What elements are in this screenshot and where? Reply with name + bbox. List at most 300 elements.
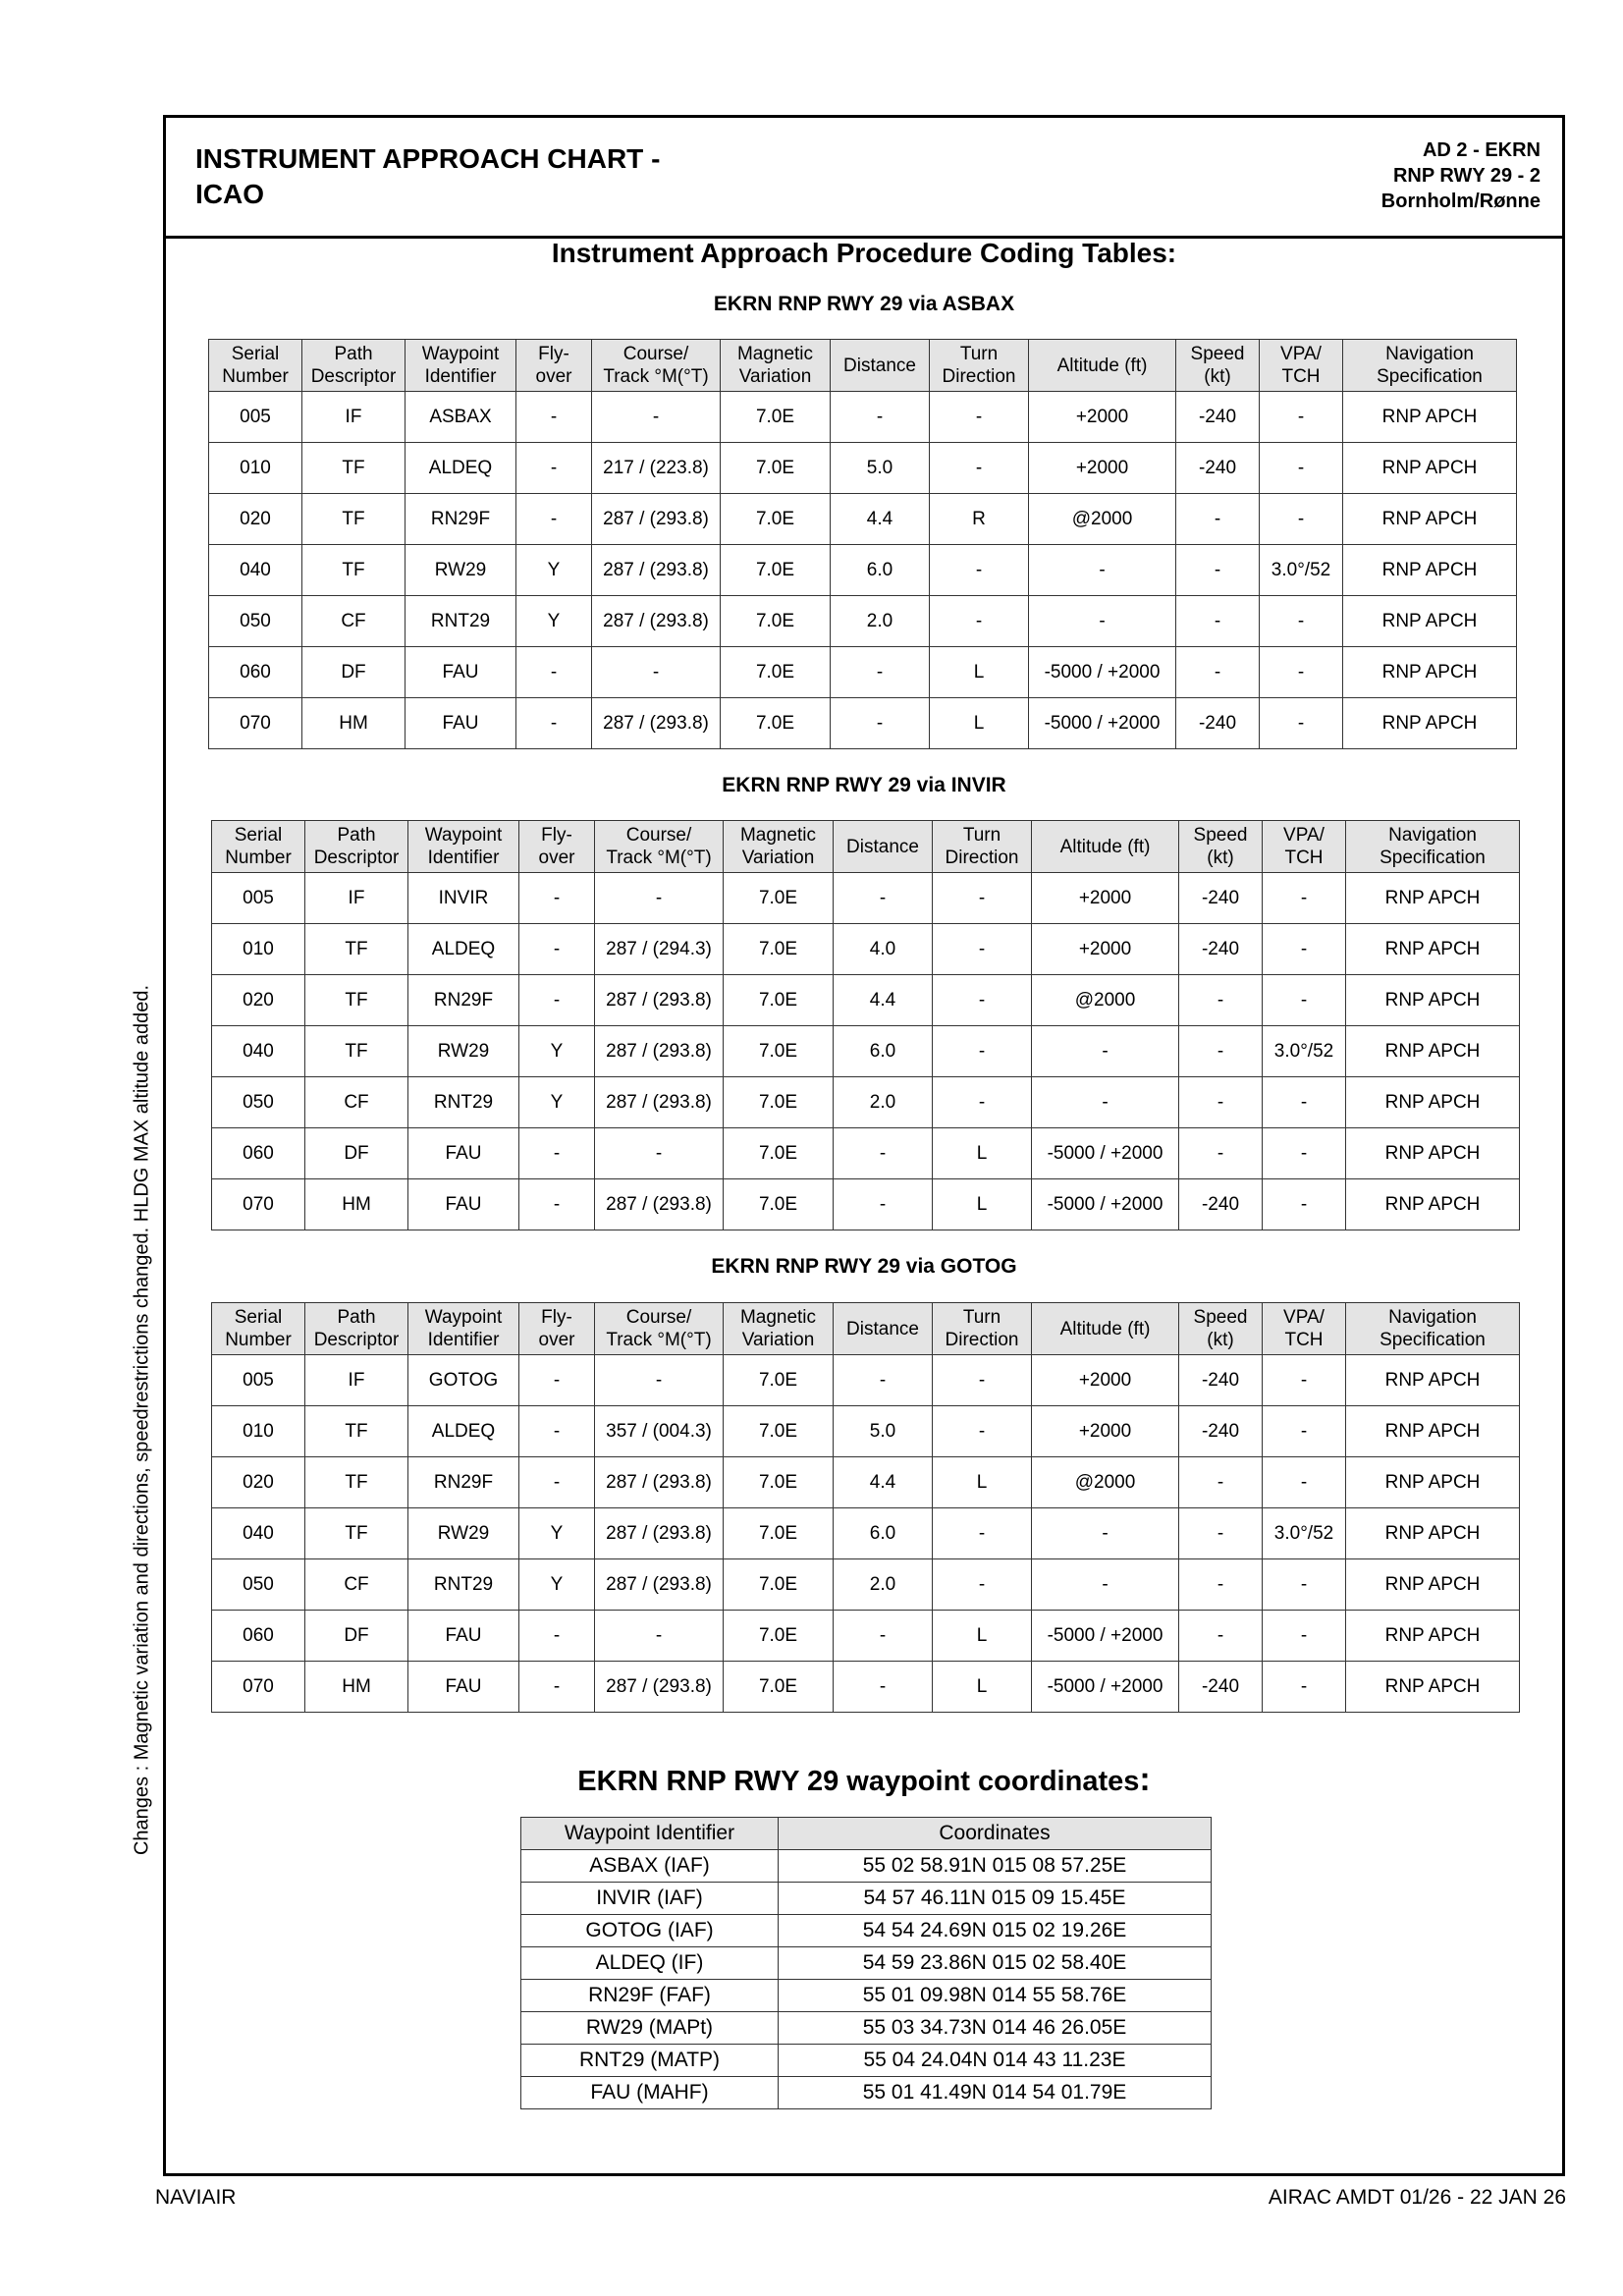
table-row [209,494,1517,545]
cell-course-track: 287 / (293.8) [595,1077,724,1128]
coordinates-row [521,2012,1212,2045]
column-header-line1: Waypoint [421,344,500,364]
cell-fly-over: - [519,1457,595,1508]
cell-course-track: 287 / (293.8) [592,698,721,749]
cell-speed: -240 [1176,443,1260,494]
column-header-line2: over [538,847,575,868]
cell-vpa-tch: 3.0°/52 [1263,1508,1346,1559]
table-row [212,1508,1520,1559]
column-header-line2: Identifier [427,847,500,868]
cell-magnetic-variation: 7.0E [724,975,834,1026]
table-row [209,443,1517,494]
column-header-turn-direction [933,821,1032,873]
cell-waypoint-identifier: RW29 [408,1026,519,1077]
cell-course-track: 287 / (293.8) [595,1559,724,1611]
cell-path-descriptor: IF [305,1355,408,1406]
cell-speed: - [1176,647,1260,698]
cell-turn-direction: - [933,1559,1032,1611]
column-header-line2: Variation [741,1330,815,1350]
column-header-line1: Waypoint [424,1307,503,1328]
table-row [212,1406,1520,1457]
cell-path-descriptor: CF [305,1077,408,1128]
cell-distance: - [834,1128,933,1179]
coding-table-asbax [208,339,1517,749]
cell-vpa-tch: - [1263,1611,1346,1662]
column-header-course-track [595,821,724,873]
cell-magnetic-variation: 7.0E [721,392,831,443]
coordinates-cell-waypoint: INVIR (IAF) [521,1883,779,1915]
cell-waypoint-identifier: INVIR [408,873,519,924]
cell-distance: - [834,1611,933,1662]
coordinates-cell-coordinates: 55 01 09.98N 014 55 58.76E [779,1980,1212,2012]
column-header-line1: Turn [962,1307,1001,1328]
cell-speed: - [1179,975,1263,1026]
column-header-line2: TCH [1284,1330,1324,1350]
cell-navigation-specification: RNP APCH [1346,873,1520,924]
cell-course-track: - [595,1128,724,1179]
cell-vpa-tch: - [1260,443,1343,494]
cell-course-track: 287 / (293.8) [595,1457,724,1508]
cell-turn-direction: - [930,596,1029,647]
column-header-vpa-tch [1260,340,1343,392]
cell-course-track: 287 / (293.8) [592,596,721,647]
column-header-line1: VPA/ [1283,825,1325,846]
cell-speed: -240 [1179,873,1263,924]
coordinates-cell-waypoint: FAU (MAHF) [521,2077,779,2109]
cell-path-descriptor: IF [302,392,406,443]
coordinates-row [521,1883,1212,1915]
cell-vpa-tch: - [1263,975,1346,1026]
cell-vpa-tch: - [1263,1559,1346,1611]
column-header-vpa-tch [1263,821,1346,873]
column-header-line1: Speed [1190,344,1245,364]
cell-speed: - [1179,1077,1263,1128]
cell-fly-over: - [519,1611,595,1662]
cell-distance: 4.4 [834,1457,933,1508]
cell-speed: -240 [1179,1406,1263,1457]
cell-speed: -240 [1179,924,1263,975]
cell-altitude: - [1032,1508,1179,1559]
cell-speed: - [1176,545,1260,596]
column-header-line2: Descriptor [310,366,397,387]
column-header-path-descriptor [305,1303,408,1355]
cell-waypoint-identifier: ALDEQ [408,924,519,975]
coordinates-row [521,2045,1212,2077]
cell-course-track: 287 / (293.8) [595,1508,724,1559]
cell-speed: -240 [1176,698,1260,749]
cell-serial-number: 005 [212,873,305,924]
coordinates-cell-waypoint: RNT29 (MATP) [521,2045,779,2077]
column-header-line1: Fly- [541,1307,572,1328]
column-header-line2: Specification [1380,1330,1486,1350]
table-row [212,1559,1520,1611]
column-header-line1: Altitude (ft) [1059,836,1151,857]
cell-vpa-tch: - [1263,873,1346,924]
column-header-magnetic-variation [724,1303,834,1355]
cell-magnetic-variation: 7.0E [721,698,831,749]
cell-magnetic-variation: 7.0E [721,443,831,494]
cell-altitude: - [1029,545,1176,596]
cell-navigation-specification: RNP APCH [1346,975,1520,1026]
cell-speed: -240 [1179,1179,1263,1230]
cell-turn-direction: L [933,1128,1032,1179]
cell-navigation-specification: RNP APCH [1343,443,1517,494]
cell-turn-direction: L [933,1662,1032,1713]
coordinates-row [521,1850,1212,1883]
column-header-waypoint-identifier [408,821,519,873]
cell-waypoint-identifier: FAU [408,1611,519,1662]
cell-course-track: 287 / (293.8) [595,1662,724,1713]
cell-magnetic-variation: 7.0E [724,1026,834,1077]
cell-navigation-specification: RNP APCH [1343,596,1517,647]
column-header-waypoint-identifier [406,340,516,392]
column-header-line1: Distance [846,836,919,857]
header-row [209,340,1517,392]
column-header-line2: Descriptor [313,847,400,868]
coordinates-cell-coordinates: 55 01 41.49N 014 54 01.79E [779,2077,1212,2109]
cell-distance: 4.0 [834,924,933,975]
column-header-line2: Number [225,847,292,868]
table-row [212,1457,1520,1508]
coordinates-cell-coordinates: 54 57 46.11N 015 09 15.45E [779,1883,1212,1915]
cell-turn-direction: - [930,443,1029,494]
cell-path-descriptor: TF [305,1406,408,1457]
cell-magnetic-variation: 7.0E [724,1077,834,1128]
coordinates-cell-coordinates: 54 54 24.69N 015 02 19.26E [779,1915,1212,1947]
table-row [209,698,1517,749]
column-header-magnetic-variation [721,340,831,392]
cell-serial-number: 070 [209,698,302,749]
table-row [209,392,1517,443]
column-header-line1: Serial [234,1307,283,1328]
cell-speed: - [1179,1128,1263,1179]
cell-turn-direction: L [933,1179,1032,1230]
table-row [209,545,1517,596]
cell-waypoint-identifier: FAU [406,647,516,698]
column-header-line2: Direction [945,1330,1019,1350]
column-header-distance [831,340,930,392]
cell-speed: - [1179,1508,1263,1559]
cell-waypoint-identifier: ALDEQ [408,1406,519,1457]
cell-speed: - [1176,494,1260,545]
cell-serial-number: 020 [212,975,305,1026]
cell-altitude: @2000 [1032,975,1179,1026]
cell-altitude: -5000 / +2000 [1029,647,1176,698]
column-header-line1: Serial [234,825,283,846]
column-header-speed [1179,821,1263,873]
column-header-altitude [1029,340,1176,392]
cell-fly-over: - [519,873,595,924]
cell-serial-number: 010 [209,443,302,494]
column-header-line2: (kt) [1204,366,1231,387]
cell-waypoint-identifier: FAU [408,1128,519,1179]
column-header-line1: Altitude (ft) [1059,1318,1151,1339]
table-row [212,1179,1520,1230]
cell-turn-direction: L [930,698,1029,749]
coordinates-cell-waypoint: RW29 (MAPt) [521,2012,779,2045]
cell-fly-over: - [516,392,592,443]
cell-altitude: -5000 / +2000 [1032,1611,1179,1662]
column-header-line1: Speed [1193,825,1248,846]
column-header-line1: Path [337,825,376,846]
cell-magnetic-variation: 7.0E [724,1179,834,1230]
coordinates-header-row [521,1818,1212,1850]
cell-navigation-specification: RNP APCH [1346,1128,1520,1179]
table-title-invir: EKRN RNP RWY 29 via INVIR [722,774,1006,796]
cell-distance: - [831,392,930,443]
cell-altitude: - [1032,1559,1179,1611]
coordinates-cell-coordinates: 54 59 23.86N 015 02 58.40E [779,1947,1212,1980]
cell-vpa-tch: - [1263,1406,1346,1457]
cell-fly-over: Y [519,1077,595,1128]
column-header-distance [834,1303,933,1355]
cell-course-track: - [592,392,721,443]
footer-publisher: NAVIAIR [155,2186,237,2209]
cell-speed: -240 [1179,1662,1263,1713]
cell-navigation-specification: RNP APCH [1346,1179,1520,1230]
column-header-line1: Speed [1193,1307,1248,1328]
cell-magnetic-variation: 7.0E [724,873,834,924]
cell-serial-number: 040 [212,1508,305,1559]
cell-vpa-tch: - [1263,1457,1346,1508]
cell-turn-direction: - [930,545,1029,596]
cell-altitude: -5000 / +2000 [1029,698,1176,749]
cell-navigation-specification: RNP APCH [1343,545,1517,596]
cell-vpa-tch: - [1260,698,1343,749]
cell-waypoint-identifier: RW29 [406,545,516,596]
cell-fly-over: - [519,1662,595,1713]
table-row [212,1026,1520,1077]
cell-speed: - [1176,596,1260,647]
column-header-line1: Magnetic [739,1307,817,1328]
cell-turn-direction: L [933,1457,1032,1508]
cell-waypoint-identifier: RNT29 [408,1077,519,1128]
column-header-line1: Serial [231,344,280,364]
column-header-speed [1179,1303,1263,1355]
cell-magnetic-variation: 7.0E [721,647,831,698]
column-header-serial-number [209,340,302,392]
coordinates-header-waypoint: Waypoint Identifier [521,1818,779,1850]
cell-course-track: 287 / (293.8) [595,975,724,1026]
cell-serial-number: 050 [212,1559,305,1611]
chart-title-line1: INSTRUMENT APPROACH CHART - [195,143,661,174]
cell-waypoint-identifier: RN29F [406,494,516,545]
column-header-line2: Direction [945,847,1019,868]
cell-speed: -240 [1179,1355,1263,1406]
cell-altitude: +2000 [1032,873,1179,924]
cell-vpa-tch: - [1263,924,1346,975]
cell-path-descriptor: DF [305,1611,408,1662]
cell-navigation-specification: RNP APCH [1343,698,1517,749]
coordinates-title-colon: : [1139,1761,1151,1798]
cell-distance: - [834,1179,933,1230]
cell-distance: 6.0 [834,1508,933,1559]
coordinates-cell-coordinates: 55 02 58.91N 015 08 57.25E [779,1850,1212,1883]
column-header-line1: Navigation [1388,1307,1477,1328]
cell-navigation-specification: RNP APCH [1346,1611,1520,1662]
cell-navigation-specification: RNP APCH [1346,1508,1520,1559]
cell-magnetic-variation: 7.0E [724,1508,834,1559]
cell-waypoint-identifier: RNT29 [408,1559,519,1611]
cell-magnetic-variation: 7.0E [724,1662,834,1713]
cell-path-descriptor: TF [305,1457,408,1508]
column-header-waypoint-identifier [408,1303,519,1355]
column-header-line1: Turn [959,344,999,364]
cell-vpa-tch: - [1263,1662,1346,1713]
coordinates-cell-waypoint: ALDEQ (IF) [521,1947,779,1980]
table-row [212,1077,1520,1128]
coordinates-title-text: EKRN RNP RWY 29 waypoint coordinates [577,1766,1140,1797]
cell-path-descriptor: HM [302,698,406,749]
chart-title [195,141,660,212]
table-row [212,1611,1520,1662]
cell-path-descriptor: CF [302,596,406,647]
column-header-line1: Path [337,1307,376,1328]
column-header-turn-direction [933,1303,1032,1355]
table-row [209,596,1517,647]
cell-waypoint-identifier: ALDEQ [406,443,516,494]
coding-table-gotog [211,1302,1520,1713]
column-header-line2: Track °M(°T) [606,847,712,868]
cell-distance: - [834,1355,933,1406]
cell-waypoint-identifier: RNT29 [406,596,516,647]
cell-waypoint-identifier: FAU [406,698,516,749]
cell-speed: - [1179,1026,1263,1077]
cell-path-descriptor: TF [305,924,408,975]
column-header-vpa-tch [1263,1303,1346,1355]
header-row [212,821,1520,873]
column-header-line1: Path [334,344,373,364]
cell-navigation-specification: RNP APCH [1343,647,1517,698]
cell-serial-number: 040 [209,545,302,596]
column-header-line1: Altitude (ft) [1056,355,1148,376]
chart-reference [1381,137,1541,214]
cell-distance: 5.0 [834,1406,933,1457]
cell-navigation-specification: RNP APCH [1346,1077,1520,1128]
cell-magnetic-variation: 7.0E [724,1611,834,1662]
table-row [212,1355,1520,1406]
column-header-magnetic-variation [724,821,834,873]
column-header-line2: Variation [741,847,815,868]
table-row [212,924,1520,975]
column-header-line2: TCH [1284,847,1324,868]
column-header-line1: VPA/ [1280,344,1322,364]
changes-note: Changes : Magnetic variation and directions, speedrestrictions changed. HLDG MAX altitude added. [131,984,153,1856]
cell-distance: - [834,1662,933,1713]
column-header-line1: Navigation [1385,344,1474,364]
cell-course-track: - [592,647,721,698]
column-header-line2: (kt) [1207,847,1234,868]
cell-navigation-specification: RNP APCH [1346,1662,1520,1713]
cell-turn-direction: L [933,1611,1032,1662]
coordinates-row [521,2077,1212,2109]
column-header-altitude [1032,1303,1179,1355]
cell-fly-over: Y [519,1508,595,1559]
cell-altitude: +2000 [1032,1355,1179,1406]
cell-path-descriptor: TF [305,1026,408,1077]
cell-path-descriptor: DF [302,647,406,698]
column-header-line1: Fly- [538,344,569,364]
coordinates-header-coordinates: Coordinates [779,1818,1212,1850]
cell-altitude: -5000 / +2000 [1032,1128,1179,1179]
chart-frame [163,115,1565,2176]
cell-turn-direction: - [933,1508,1032,1559]
cell-fly-over: - [519,1355,595,1406]
coordinates-cell-coordinates: 55 03 34.73N 014 46 26.05E [779,2012,1212,2045]
cell-magnetic-variation: 7.0E [721,596,831,647]
column-header-line1: Turn [962,825,1001,846]
cell-navigation-specification: RNP APCH [1346,1026,1520,1077]
footer-airac: AIRAC AMDT 01/26 - 22 JAN 26 [1268,2186,1566,2209]
coordinates-row [521,1980,1212,2012]
cell-turn-direction: L [930,647,1029,698]
cell-path-descriptor: TF [305,1508,408,1559]
cell-fly-over: Y [516,545,592,596]
cell-fly-over: - [519,975,595,1026]
cell-course-track: - [595,1355,724,1406]
cell-serial-number: 020 [209,494,302,545]
cell-speed: - [1179,1559,1263,1611]
cell-course-track: 287 / (293.8) [592,545,721,596]
cell-vpa-tch: - [1260,392,1343,443]
cell-altitude: +2000 [1032,924,1179,975]
cell-altitude: - [1032,1077,1179,1128]
cell-waypoint-identifier: GOTOG [408,1355,519,1406]
header-row [212,1303,1520,1355]
chart-title-line2: ICAO [195,179,264,209]
table-row [212,1128,1520,1179]
cell-fly-over: - [519,1406,595,1457]
cell-fly-over: - [519,1179,595,1230]
cell-serial-number: 060 [212,1128,305,1179]
column-header-line2: Descriptor [313,1330,400,1350]
cell-course-track: 287 / (293.8) [595,1179,724,1230]
cell-fly-over: - [519,924,595,975]
cell-altitude: -5000 / +2000 [1032,1179,1179,1230]
cell-magnetic-variation: 7.0E [721,545,831,596]
column-header-fly-over [516,340,592,392]
column-header-line1: Fly- [541,825,572,846]
cell-path-descriptor: TF [305,975,408,1026]
cell-altitude: +2000 [1029,443,1176,494]
coordinates-cell-waypoint: ASBAX (IAF) [521,1850,779,1883]
cell-vpa-tch: - [1260,494,1343,545]
column-header-navigation-specification [1346,821,1520,873]
cell-turn-direction: - [933,975,1032,1026]
cell-course-track: 357 / (004.3) [595,1406,724,1457]
cell-path-descriptor: CF [305,1559,408,1611]
cell-serial-number: 060 [209,647,302,698]
chart-ref-aerodrome: Bornholm/Rønne [1380,191,1541,212]
column-header-line2: (kt) [1207,1330,1234,1350]
cell-path-descriptor: HM [305,1179,408,1230]
cell-serial-number: 050 [209,596,302,647]
column-header-line1: VPA/ [1283,1307,1325,1328]
cell-waypoint-identifier: RW29 [408,1508,519,1559]
column-header-navigation-specification [1346,1303,1520,1355]
table-row [212,975,1520,1026]
cell-magnetic-variation: 7.0E [724,1355,834,1406]
cell-magnetic-variation: 7.0E [724,1406,834,1457]
cell-navigation-specification: RNP APCH [1346,1559,1520,1611]
cell-fly-over: Y [519,1026,595,1077]
cell-distance: - [834,873,933,924]
cell-serial-number: 010 [212,924,305,975]
column-header-course-track [595,1303,724,1355]
cell-speed: -240 [1176,392,1260,443]
table-row [209,647,1517,698]
cell-navigation-specification: RNP APCH [1343,494,1517,545]
